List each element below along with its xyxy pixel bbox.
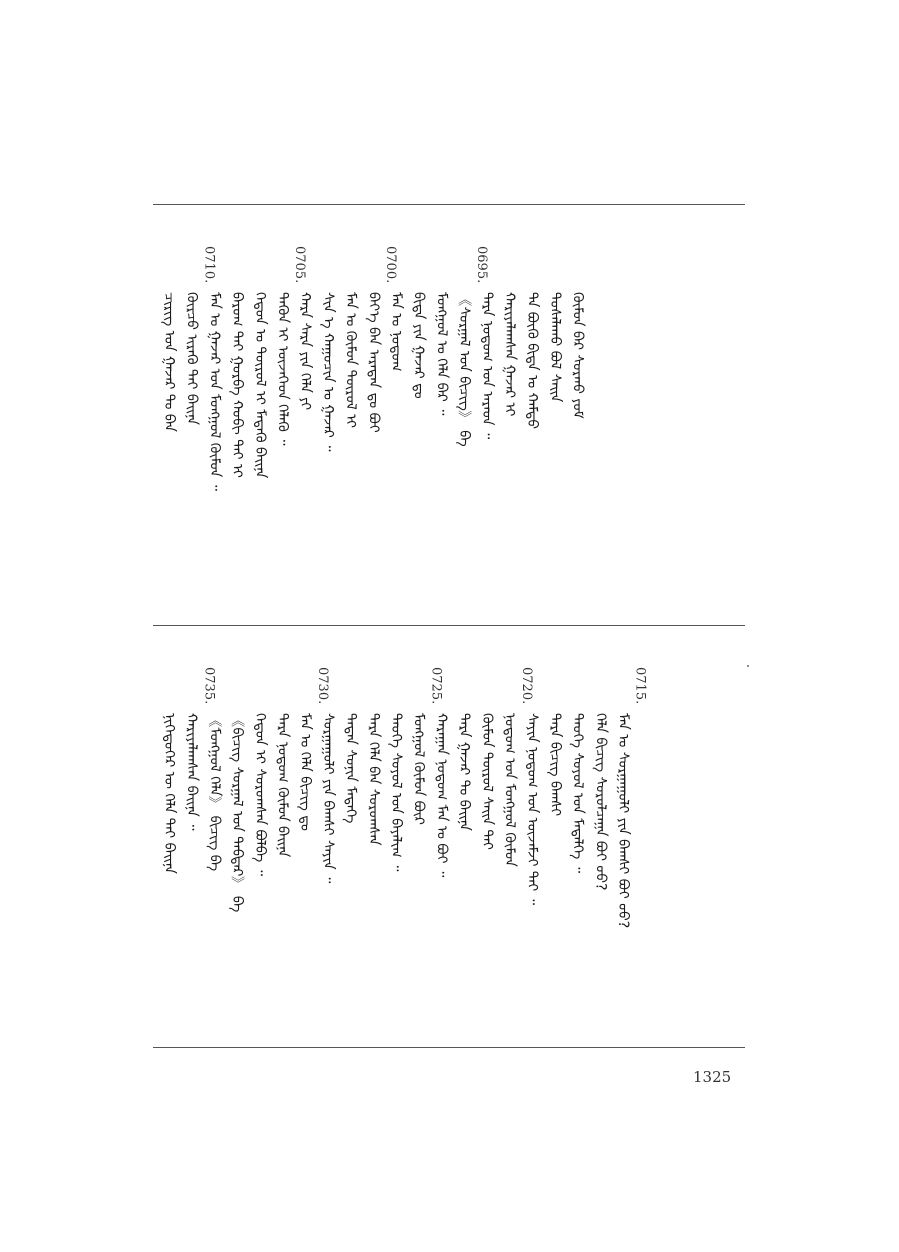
- text-column: ᠰᠠᠶᠢᠨ ᠨᠤᠲᠤᠭ ᠤᠨ ᠦᠵᠡᠮᠵᠢ ᠲᠠᠢ ᠃: [524, 713, 541, 905]
- text-column: ᠲᠡᠭᠦᠨ ᠢ ᠦᠵᠡᠭᠡᠳ ᠬᠡᠯᠡᠬᠦ ᠃: [274, 292, 291, 446]
- text-column: ᠮᠠᠨ ᠤ ᠬᠡᠯᠡ ᠪᠢᠴᠢᠭ ᠳᠤ: [297, 713, 314, 831]
- text-column: ᠲᠡᠷᠡ ᠨᠤᠲᠤᠭ ᠬᠦᠮᠦᠨ ᠪᠠᠢᠨᠠ: [274, 713, 291, 858]
- entry-number: 0735.: [201, 667, 217, 705]
- entry-number: 0725.: [428, 667, 444, 705]
- entry-number: 0720.: [519, 667, 535, 705]
- text-column: ᠲᠡ ᠪᠦᠬᠦ ᠪᠢᠳᠡ ᠤ ᠬᠠᠮᠲᠤ: [524, 292, 541, 430]
- text-column: ᠲᠡᠦᠬᠡ ᠰᠣᠶᠣᠯ ᠤᠨ ᠮᠡᠳᠡᠯᠭᠡ ᠃: [569, 713, 586, 873]
- top-rule: [153, 204, 745, 205]
- text-column: 《ᠪᠢᠴᠢᠭ ᠰᠤᠷᠭᠠᠯ ᠤᠨ ᠳᠡᠪᠲᠡᠷ》 ᠪᠠ: [229, 713, 246, 913]
- text-column: 《ᠮᠣᠩᠭᠣᠯ ᠬᠡᠯᠡ》 ᠪᠢᠴᠢᠭ ᠪᠠ: [206, 713, 223, 872]
- text-column: ᠲᠡᠦᠬᠡ ᠰᠣᠶᠣᠯ ᠤᠨ ᠪᠠᠶᠠᠯᠢᠭ ᠃: [388, 713, 404, 872]
- text-column: ᠬᠠᠷᠢᠶᠠᠯᠠᠭᠰᠠᠨ ᠪᠠᠢᠨᠠ ᠃: [183, 713, 200, 831]
- text-column: ᠪᠢᠳᠡ ᠶᠢᠨ ᠭᠠᠵᠠᠷ ᠳᠤ: [410, 292, 427, 399]
- entry-number: 0705.: [292, 246, 308, 284]
- entry-number: 0700.: [383, 246, 398, 284]
- middle-rule: [153, 625, 745, 626]
- text-column: ᠬᠠᠷᠠ ᠰᠠᠷᠠ ᠶᠢᠨ ᠬᠡᠯᠡ ᠶᠢ: [297, 292, 314, 411]
- text-column: ᠴᠢᠷᠢᠭ ᠤᠨ ᠭᠠᠵᠠᠷ ᠲᠤ ᠪᠡᠨ: [161, 292, 177, 432]
- text-column: ᠮᠤᠩᠭᠤᠯ ᠤ ᠬᠡᠯᠡ ᠪᠡᠷ ᠃: [433, 292, 450, 416]
- text-column: ᠮᠠᠨ ᠤ ᠬᠦᠮᠦᠨ ᠲᠦᠷᠦᠯ ᠢ: [342, 292, 359, 429]
- text-column: ᠨᠤᠲᠤᠭ ᠤᠨ ᠮᠣᠩᠭᠣᠯ ᠬᠦᠮᠦᠨ: [501, 713, 518, 867]
- text-column: ᠮᠠᠨ ᠤ ᠭᠠᠵᠠᠷ ᠤᠨ ᠮᠣᠩᠭᠣᠯ ᠬᠦᠮᠦᠨ ᠃: [206, 292, 223, 491]
- text-column: ᠲᠡᠳᠡᠨ ᠰᠣᠨᠢᠨ ᠮᠡᠳᠡᠭᠡ: [342, 713, 359, 824]
- entry-number: 0715.: [632, 667, 648, 705]
- text-column: ᠰᠤᠷᠭᠠᠭᠤᠯᠢ ᠶᠢᠨ ᠪᠠᠭᠰᠢ ᠰᠠᠶᠢᠨ ᠃: [319, 713, 336, 884]
- entry-number: 0695.: [473, 246, 489, 284]
- text-column: ᠲᠡᠷᠡ ᠭᠠᠵᠠᠷ ᠲᠤ ᠪᠠᠢᠨᠠ: [456, 713, 473, 831]
- text-column: ᠲᠡᠷᠡ ᠨᠤᠲᠤᠭ ᠤᠨ ᠠᠷᠠᠳ ᠃: [478, 292, 495, 440]
- text-column: ᠬᠠᠷᠢᠶᠠᠯᠠᠭᠰᠠᠨ ᠭᠠᠵᠠᠷ ᠢ: [501, 292, 518, 417]
- text-column: ᠮᠠᠨ ᠤ ᠨᠤᠲᠤᠭ: [388, 292, 404, 372]
- text-column: ᠬᠠᠷᠠᠭᠠᠨ ᠨᠤᠲᠤᠭ ᠮᠠᠨ ᠤ ᠪᠤᠢ ᠃: [433, 713, 450, 878]
- text-column: ᠬᠡᠳᠦᠨ ᠢ ᠰᠤᠷᠤᠭᠰᠠᠨ ᠪᠣᠯᠪᠠ ᠃: [251, 713, 268, 876]
- text-column: ᠪᠡᠶ᠎ᠡ ᠪᠡᠨ ᠠᠷᠠᠲᠠᠨ ᠳᠤ ᠪᠤᠢ: [365, 292, 382, 433]
- text-column: ᠲᠡᠷᠡ ᠪᠢᠴᠢᠭ ᠪᠠᠭᠰᠢ: [546, 713, 563, 817]
- text-column: ᠰᠢᠨ ᠡ ᠬᠠᠭᠤᠴᠢᠨ ᠤ ᠭᠠᠵᠠᠷ ᠃: [319, 292, 336, 452]
- text-column: ᠮᠠᠨ ᠤ ᠰᠤᠷᠭᠠᠭᠤᠯᠢ ᠶᠢᠨ ᠪᠠᠭᠰᠢ ᠪᠤᠢ ᠤᠤ?: [615, 713, 631, 929]
- text-column: ᠬᠡᠳᠦᠨ ᠤ ᠲᠦᠷᠦᠯ ᠢ ᠮᠡᠳᠡᠬᠦ ᠪᠠᠢᠨᠠ: [251, 292, 268, 479]
- text-column: ᠨᠢᠭᠡᠳᠦᠭᠡᠷ ᠦ ᠬᠡᠯᠡ ᠲᠠᠢ ᠪᠠᠢᠨᠠ: [161, 713, 177, 874]
- text-column: ᠬᠡᠯᠡ ᠪᠢᠴᠢᠭ ᠰᠤᠷᠤᠯᠴᠠᠭᠠ ᠪᠤᠢ ᠤᠤ?: [592, 713, 609, 891]
- text-column: ᠲᠡᠷᠡ ᠬᠡᠯᠡ ᠪᠡᠨ ᠰᠤᠷᠤᠭᠰᠠᠨ: [365, 713, 382, 846]
- text-column: ᠬᠦᠷᠴᠦ ᠢᠷᠡᠬᠦ ᠲᠠᠢ ᠪᠠᠢᠨᠠ: [183, 292, 200, 426]
- bottom-rule: [153, 1047, 745, 1048]
- entry-number: 0730.: [314, 667, 330, 705]
- entry-number: 0710.: [201, 246, 217, 284]
- text-column: ᠬᠦᠮᠦᠨ ᠲᠦᠷᠦᠯ ᠰᠠᠢᠨ ᠲᠠᠢ: [478, 713, 495, 850]
- text-column: 《ᠰᠤᠷᠭᠠᠯ ᠤᠨ ᠪᠢᠴᠢᠭ》 ᠪᠠ: [456, 292, 473, 447]
- page-number: 1325: [693, 1068, 732, 1086]
- text-column: ᠬᠦᠮᠦᠨ ᠪᠡᠷ ᠰᠤᠷᠬᠤ ᠶᠤᠮ: [569, 292, 586, 419]
- text-column: ᠲᠤᠰᠠᠯᠠᠬᠤ ᠪᠤᠯ ᠰᠠᠢᠨ: [546, 292, 563, 403]
- text-column: ᠪᠠᠷᠤᠭ ᠲᠠᠢ ᠭᠤᠷᠪᠠ ᠬᠤᠪᠢ ᠲᠠᠢ ᠢ: [229, 292, 246, 478]
- text-column: ᠮᠣᠩᠭᠣᠯ ᠬᠦᠮᠦᠨ ᠪᠦᠷ: [410, 713, 427, 825]
- speck: [747, 665, 749, 667]
